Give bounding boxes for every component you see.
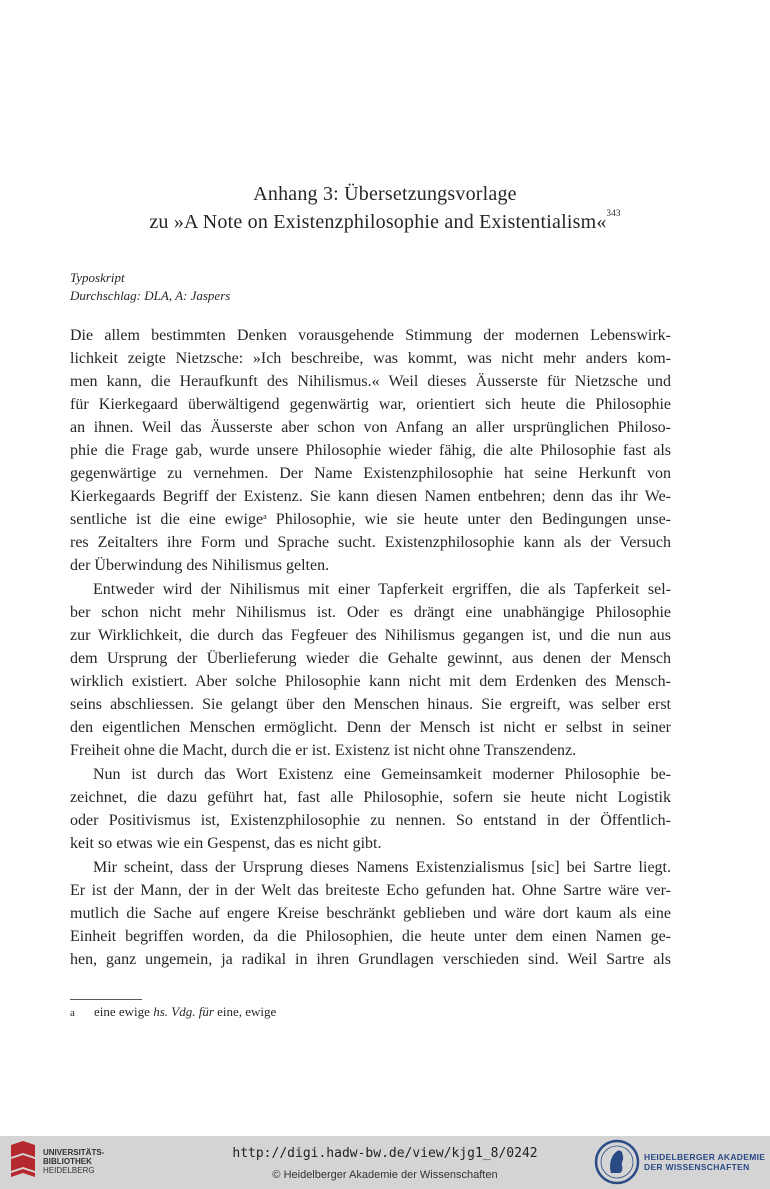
text-line: dem Ursprung der Überlieferung wieder die Gehalte gewinnt, aus denen der Mensch xyxy=(70,650,671,667)
heading-title-text: zu »A Note on Existenzphilosophie and Existentialism« xyxy=(149,211,607,233)
text-line: der Überwindung des Nihilismus gelten. xyxy=(70,557,330,574)
text-line: oder Positivismus ist, Existenzphilosophie zu nennen. So entstand in der Öffentlich- xyxy=(70,812,671,829)
text-line: mutlich die Sache auf engere Kreise beschränkt geblieben und wäre dort kaum als eine xyxy=(70,905,671,922)
footnote-text-italic: hs. Vdg. für xyxy=(153,1004,214,1019)
footnote-text-post: eine, ewige xyxy=(213,1004,277,1019)
text-line: phie die Frage gab, wurde unsere Philosophie wieder fähig, die alte Philosophie fast als xyxy=(70,442,671,459)
text-line: Mir scheint, dass der Ursprung dieses Namens Existenzialismus [sic] bei Sartre liegt. xyxy=(93,859,671,876)
footnote-divider xyxy=(70,999,142,1000)
text-line: lichkeit zeigte Nietzsche: »Ich beschreibe, was kommt, was nicht mehr anders kom- xyxy=(70,350,671,367)
text-line: ber schon nicht mehr Nihilismus ist. Oder es drängt eine unabhängige Philosophie xyxy=(70,604,671,621)
text-segment: Philosophie, wie sie heute unter den Bedingungen unse- xyxy=(266,511,671,528)
text-line: res Zeitalters ihre Form und Sprache sucht. Existenzphilosophie kann als der Versuch xyxy=(70,534,671,551)
text-line: seins abschliessen. Sie gelangt über den Menschen hinaus. Sie ergreift, was selber erst xyxy=(70,696,671,713)
ub-name-line3: HEIDELBERG xyxy=(43,1166,95,1175)
appendix-heading-line1: Anhang 3: Übersetzungsvorlage xyxy=(253,183,517,205)
text-line: an ihnen. Weil das Äusserste aber schon von Anfang an aller ursprünglichen Philoso- xyxy=(70,419,671,436)
footnote-mark: a xyxy=(70,1007,75,1019)
appendix-heading-line2 xyxy=(0,208,770,234)
ub-name-line2: BIBLIOTHEK xyxy=(43,1157,92,1166)
text-line: zur Wirklichkeit, die durch das Fegfeuer des Nihilismus gegangen ist, und die nun aus xyxy=(70,627,671,644)
footnote-text-pre: eine ewige xyxy=(94,1004,154,1019)
text-line: Freiheit ohne die Macht, durch die er ist. Existenz ist nicht ohne Transzendenz. xyxy=(70,742,577,759)
text-segment: sentliche ist die eine ewige xyxy=(70,511,264,528)
copyright-notice: © Heidelberger Akademie der Wissenschaften xyxy=(272,1169,498,1181)
source-type: Typoskript xyxy=(70,270,125,285)
academy-name xyxy=(644,1152,765,1172)
text-line: für Kierkegaard überwältigend gegenwärtig war, orientiert sich heute die Philosophie xyxy=(70,396,671,413)
text-line: zeichnet, die dazu geführt hat, fast alle Philosophie, sofern sie heute nicht Logistik xyxy=(70,789,671,806)
text-line xyxy=(70,508,671,531)
text-line: Die allem bestimmten Denken vorausgehende Stimmung der modernen Lebenswirk- xyxy=(70,327,671,344)
text-line: Einheit begriffen worden, da die Philosophien, die heute unter dem einen Namen ge- xyxy=(70,928,671,945)
footnote-reference: a xyxy=(263,512,267,521)
ub-name-line1: UNIVERSITÄTS- xyxy=(43,1148,105,1157)
text-line: Nun ist durch das Wort Existenz eine Gemeinsamkeit moderner Philosophie be- xyxy=(93,766,671,783)
text-line: den eigentlichen Menschen ermöglicht. Denn der Mensch ist nicht er selbst in seiner xyxy=(70,719,671,736)
text-line: Entweder wird der Nihilismus mit einer Tapferkeit ergriffen, die als Tapferkeit sel- xyxy=(93,581,671,598)
text-line: men kann, die Heraufkunft des Nihilismus.« Weil dieses Äusserste für Nietzsche und xyxy=(70,373,671,390)
heading-note-ref: 343 xyxy=(606,208,621,218)
source-location: Durchschlag: DLA, A: Jaspers xyxy=(70,288,231,303)
academy-seal-icon xyxy=(594,1139,640,1185)
text-line: gegenwärtige zu vernehmen. Der Name Existenzphilosophie hat seine Herkunft von xyxy=(70,465,671,482)
text-line: hen, ganz ungemein, ja radikal in ihren Grundlagen verschieden sind. Weil Sartre als xyxy=(70,951,671,968)
text-line: Er ist der Mann, der in der Welt das breiteste Echo gefunden hat. Ohne Sartre wäre ver- xyxy=(70,882,671,899)
footnote-text xyxy=(94,1003,276,1021)
text-line: keit so etwas wie ein Gespenst, das es nicht gibt. xyxy=(70,835,382,852)
academy-name-line2: DER WISSENSCHAFTEN xyxy=(644,1162,750,1172)
academy-name-line1: HEIDELBERGER AKADEMIE xyxy=(644,1152,766,1162)
permalink-url[interactable]: http://digi.hadw-bw.de/view/kjg1_8/0242 xyxy=(232,1146,538,1161)
text-line: wirklich existiert. Aber solche Philosophie kann nicht mit dem Erdenken des Mensch- xyxy=(70,673,671,690)
text-line: Kierkegaards Begriff der Existenz. Sie kann diesen Namen entbehren; denn das ihr We- xyxy=(70,488,671,505)
